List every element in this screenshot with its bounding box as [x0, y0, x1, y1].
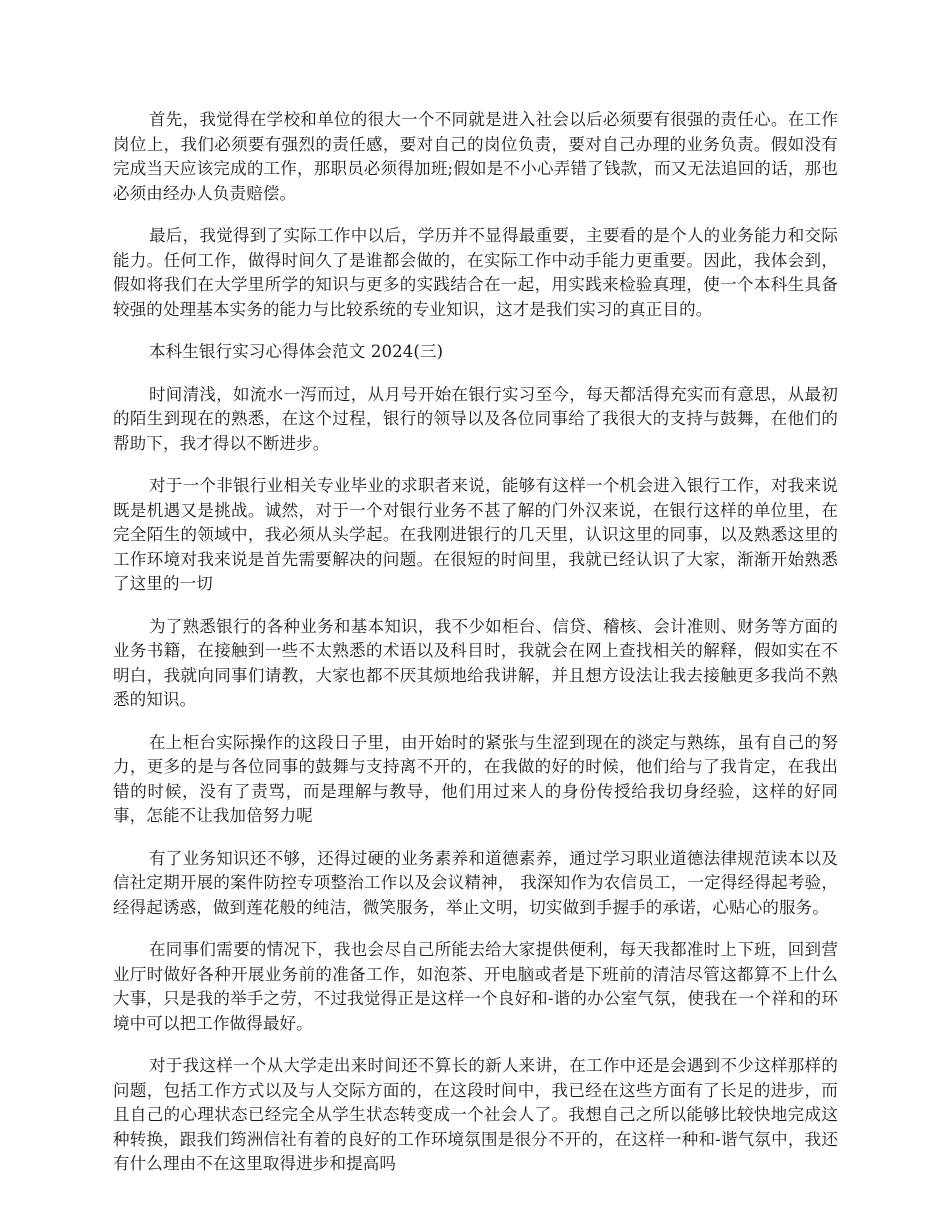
- paragraph-helping-colleagues: 在同事们需要的情况下，我也会尽自己所能去给大家提供便利，每天我都准时上下班，回到营业厅时做好各种开展业务前的准备工作，如泡茶、开电脑或者是下班前的清洁尽管这都算不上什么大事，只是我的举手之劳，不过我觉得正是这样一个良好和-谐的办公室气氛，使我在一个祥和的环境中可以把工作做得最好。: [113, 940, 838, 1033]
- section-title: 本科生银行实习心得体会范文 2024(三): [149, 342, 444, 361]
- paragraph-counter-operation: 在上柜台实际操作的这段日子里，由开始时的紧张与生涩到现在的淡定与熟练，虽有自己的努力，更多的是与各位同事的鼓舞与支持离不开的，在我做的好的时候，他们给与了我肯定，在我出错的时候，没有了责骂，而是理解与教导，他们用过来人的身份传授给我切身经验，这样的好同事，怎能不让我加倍努力呢: [113, 732, 838, 825]
- paragraph-ethics: 有了业务知识还不够，还得过硬的业务素养和道德素养，通过学习职业道德法律规范读本以及信社定期开展的案件防控专项整治工作以及会议精神， 我深知作为农信员工，一定得经得起考验，经得起诱惑，做到莲花般的纯洁，微笑服务，举止文明，切实做到手握手的承诺，心贴心的服务。: [113, 848, 838, 917]
- paragraph-growth: 对于我这样一个从大学走出来时间还不算长的新人来讲，在工作中还是会遇到不少这样那样的问题，包括工作方式以及与人交际方面的，在这段时间中，我已经在这些方面有了长足的进步，而且自己的心理状态已经完全从学生状态转变成一个社会人了。我想自己之所以能够比较快地完成这种转换，跟我们筠洲信社有着的良好的工作环境氛围是很分不开的，在这样一种和-谐气氛中，我还有什么理由不在这里取得进步和提高吗: [113, 1056, 838, 1173]
- paragraph-learning: 为了熟悉银行的各种业务和基本知识，我不少如柜台、信贷、稽核、会计准则、财务等方面的业务书籍，在接触到一些不太熟悉的术语以及科目时，我就会在网上查找相关的解释，假如实在不明白，我就向同事们请教，大家也都不厌其烦地给我讲解，并且想方设法让我去接触更多我尚不熟悉的知识。: [113, 616, 838, 709]
- paragraph-opportunity: 对于一个非银行业相关专业毕业的求职者来说，能够有这样一个机会进入银行工作，对我来说既是机遇又是挑战。诚然，对于一个对银行业务不甚了解的门外汉来说，在银行这样的单位里，在完全陌生的领域中，我必须从头学起。在我刚进银行的几天里，认识这里的同事，以及熟悉这里的工作环境对我来说是首先需要解决的问题。在很短的时间里，我就已经认识了大家，渐渐开始熟悉了这里的一切: [113, 476, 838, 593]
- paragraph-time: 时间清浅，如流水一泻而过，从月号开始在银行实习至今，每天都活得充实而有意思，从最初的陌生到现在的熟悉，在这个过程，银行的领导以及各位同事给了我很大的支持与鼓舞，在他们的帮助下，我才得以不断进步。: [113, 384, 838, 453]
- paragraph-responsibility: 首先，我觉得在学校和单位的很大一个不同就是进入社会以后必须要有很强的责任心。在工作岗位上，我们必须要有强烈的责任感，要对自己的岗位负责，要对自己办理的业务负责。假如没有完成当天应该完成的工作，那职员必须得加班;假如是不小心弄错了钱款，而又无法追回的话，那也必须由经办人负责赔偿。: [113, 110, 838, 203]
- paragraph-practical-ability: 最后，我觉得到了实际工作中以后，学历并不显得最重要，主要看的是个人的业务能力和交际能力。任何工作，做得时间久了是谁都会做的，在实际工作中动手能力更重要。因此，我体会到，假如将我们在大学里所学的知识与更多的实践结合在一起，用实践来检验真理，使一个本科生具备较强的处理基本实务的能力与比较系统的专业知识，这才是我们实习的真正目的。: [113, 226, 838, 319]
